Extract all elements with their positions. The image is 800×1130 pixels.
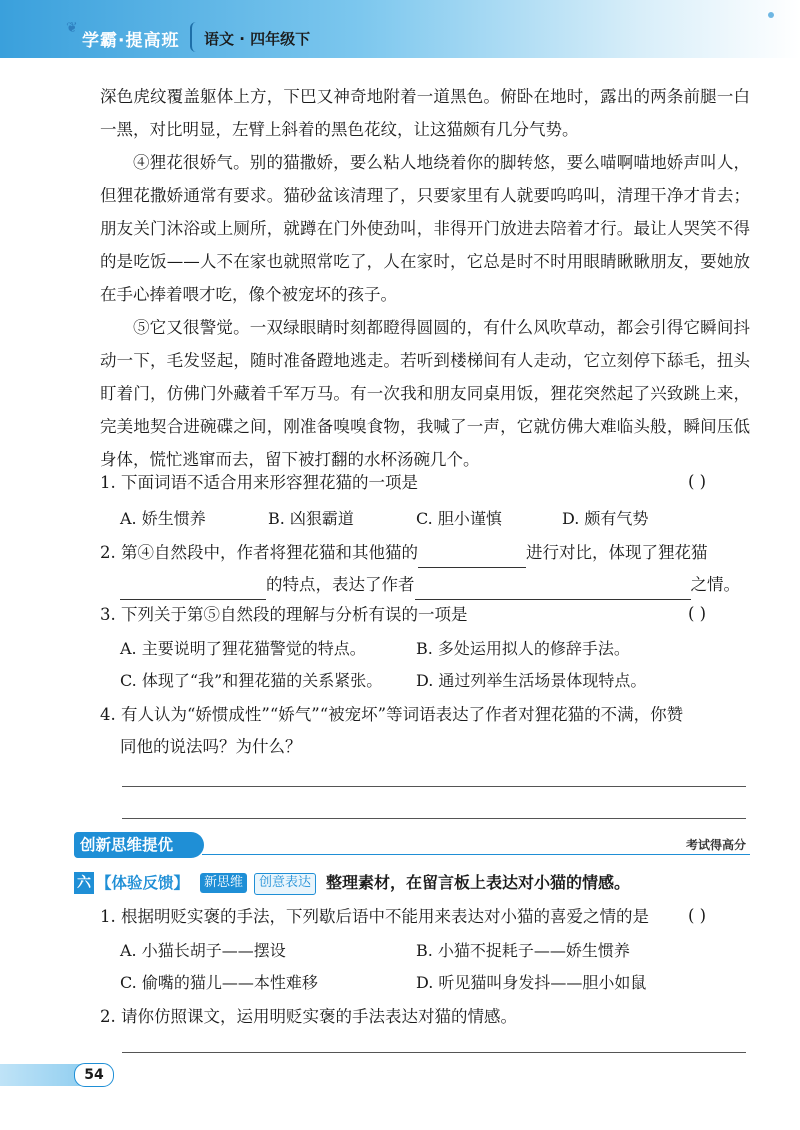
option-d[interactable]: D. 听见猫叫身发抖——胆小如鼠: [416, 973, 647, 992]
section-title: 创新思维提优: [74, 832, 204, 858]
subject-grade: 语文 · 四年级下: [204, 30, 311, 48]
question-1: 1. 下面词语不适合用来形容狸花猫的一项是: [100, 473, 418, 492]
header-divider: [190, 22, 202, 52]
question-2-line-2: [120, 570, 740, 600]
brand-title: 学霸·提高班: [82, 31, 180, 51]
option-c[interactable]: C. 胆小谨慎: [416, 509, 502, 528]
option-a[interactable]: A. 小猫长胡子——摆设: [120, 941, 286, 960]
answer-line[interactable]: [122, 1052, 746, 1053]
option-c[interactable]: C. 体现了“我”和狸花猫的关系紧张。: [120, 671, 383, 690]
option-d[interactable]: D. 颇有气势: [562, 509, 649, 528]
fill-blank[interactable]: [418, 547, 526, 568]
q2-text-4: 之情。: [690, 575, 740, 594]
question-2-line-1: [100, 538, 708, 568]
question-3: 3. 下列关于第⑤自然段的理解与分析有误的一项是: [100, 605, 468, 624]
reading-passage: [100, 80, 750, 476]
option-a[interactable]: A. 主要说明了狸花猫警觉的特点。: [120, 639, 366, 658]
fill-blank[interactable]: [120, 579, 266, 600]
answer-line[interactable]: [122, 818, 746, 819]
section-rule: [202, 854, 750, 855]
tag-new-thinking: 新思维: [200, 873, 247, 893]
option-d[interactable]: D. 通过列举生活场景体现特点。: [416, 671, 647, 690]
task-question-2: 2. 请你仿照课文，运用明贬实褒的手法表达对猫的情感。: [100, 1007, 517, 1026]
answer-paren[interactable]: ( ): [688, 906, 707, 925]
answer-line[interactable]: [122, 786, 746, 787]
task-instruction: 整理素材，在留言板上表达对小猫的情感。: [326, 873, 631, 892]
option-a[interactable]: A. 娇生惯养: [120, 509, 206, 528]
q2-text-3: 的特点，表达了作者: [266, 575, 415, 594]
fill-blank[interactable]: [415, 579, 691, 600]
tag-creative-expression: 创意表达: [254, 873, 316, 895]
page-header: [0, 0, 800, 58]
passage-paragraph: 深色虎纹覆盖躯体上方，下巴又神奇地附着一道黑色。俯卧在地时，露出的两条前腿一白一黑，对比明显，左臂上斜着的黑色花纹，让这猫颇有几分气势。: [100, 87, 750, 139]
option-b[interactable]: B. 凶狠霸道: [268, 509, 354, 528]
task-number: 六: [74, 872, 94, 894]
section-header: [74, 832, 750, 858]
option-b[interactable]: B. 小猫不捉耗子——娇生惯养: [416, 941, 630, 960]
corner-dot-icon: [768, 12, 774, 18]
q2-text-2: 进行对比，体现了狸花猫: [526, 543, 708, 562]
task-question-1: 1. 根据明贬实褒的手法，下列歇后语中不能用来表达对小猫的喜爱之情的是: [100, 907, 649, 926]
option-c[interactable]: C. 偷嘴的猫儿——本性难移: [120, 973, 318, 992]
page-number: 54: [74, 1063, 114, 1087]
passage-paragraph: ⑤它又很警觉。一双绿眼睛时刻都瞪得圆圆的，有什么风吹草动，都会引得它瞬间抖动一下，毛发竖起，随时准备蹬地逃走。若听到楼梯间有人走动，它立刻停下舔毛，扭头盯着门，仿佛门外藏着千军万马。有一次我和朋友同桌用饭，狸花突然起了兴致跳上来，完美地契合进碗碟之间，刚准备嗅嗅食物，我喊了一声，它就仿佛大难临头般，瞬间压低身体，慌忙逃窜而去，留下被打翻的水杯汤碗几个。: [100, 318, 750, 469]
task-label: 【体验反馈】: [96, 874, 190, 892]
question-4-line-2: 同他的说法吗？为什么？: [120, 737, 302, 756]
q2-text-1: 2. 第④自然段中，作者将狸花猫和其他猫的: [100, 543, 418, 562]
passage-paragraph: ④狸花很娇气。别的猫撒娇，要么粘人地绕着你的脚转悠，要么喵啊喵地娇声叫人，但狸花撒娇通常有要求。猫砂盆该清理了，只要家里有人就要呜呜叫，清理干净才肯去；朋友关门沐浴或上厕所，就蹲在门外使劲叫，非得开门放进去陪着才行。最让人哭笑不得的是吃饭——人不在家也就照常吃了，人在家时，它总是时不时用眼睛瞅瞅朋友，要她放在手心捧着喂才吃，像个被宠坏的孩子。: [100, 153, 750, 304]
section-slogan: 考试得高分: [685, 838, 746, 852]
answer-paren[interactable]: ( ): [688, 472, 707, 491]
answer-paren[interactable]: ( ): [688, 604, 707, 623]
question-4-line-1: 4. 有人认为“娇惯成性”“娇气”“被宠坏”等词语表达了作者对狸花猫的不满，你赞: [100, 705, 684, 724]
leaf-icon: ❦: [66, 20, 78, 36]
option-b[interactable]: B. 多处运用拟人的修辞手法。: [416, 639, 630, 658]
